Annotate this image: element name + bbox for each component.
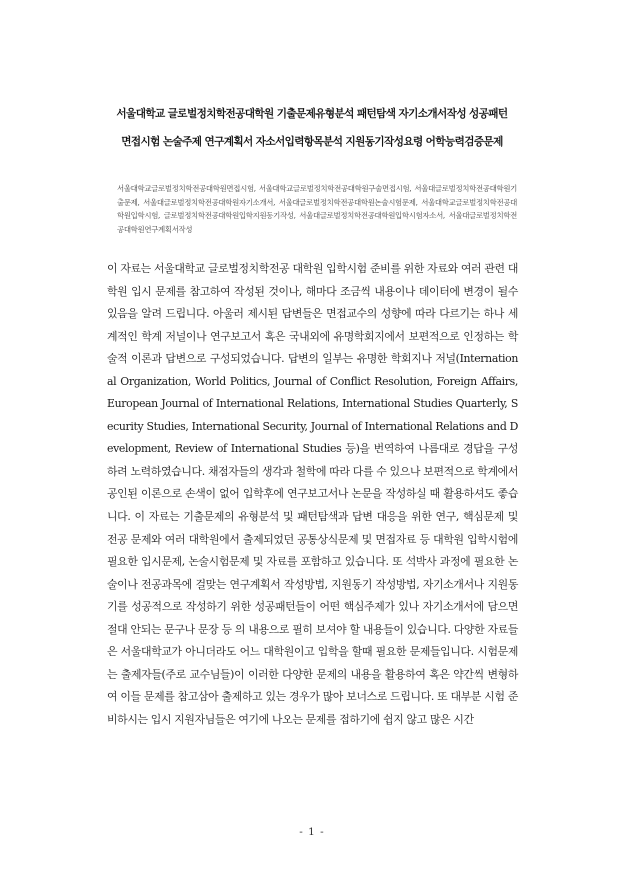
keyword-list: 서울대학교글로벌정치학전공대학원면접시험, 서울대학교글로벌정치학전공대학원구술면접시험, 서울대글로벌정치학전공대학원기출문제, 서울대글로벌정치학전공대학원자기소개서, 서울대글로벌정치학전공대학원논술시험문제, 서울대학교글로벌정치학전공대학원입학시험, 글로벌정치학전공대학원입학지원동기작성, 서울대글로벌정치학전공대학원입학시험자소서, 서울대글로벌정치학전공대학원연구계획서작성 <box>117 184 517 234</box>
title-line-1: 서울대학교 글로벌정치학전공대학원 기출문제유형분석 패턴탐색 자기소개서작성 성공패턴 <box>116 108 508 120</box>
title-line-2: 면접시험 논술주제 연구계획서 자소서입력항목분석 지원동기작성요령 어학능력검증문제 <box>121 136 503 148</box>
page-number: - 1 - <box>299 826 325 838</box>
document-title <box>90 100 534 156</box>
body-paragraph: 이 자료는 서울대학교 글로벌정치학전공 대학원 입학시험 준비를 위한 자료와 여러 관련 대학원 입시 문제를 참고하여 작성된 것이나, 해마다 조금씩 내용이나 데이터에 변경이 될수 있음을 알려 드립니다. 아울러 제시된 답변들은 면접교수의 성향에 따라 다르기는 하나 세계적인 학계 저널이나 연구보고서 혹은 국내외에 유명학회지에서 보편적으로 인정하는 학술적 이론과 답변으로 구성되었습니다. 답변의 일부는 유명한 학회지나 저널(International Organization, World Politics, Journal of Conflict Resolution, Foreign Affairs, European Journal of International Relations, International Studies Quarterly, Security Studies, International Security, Journal of International Relations and Development, Review of International Studies 등)을 번역하여 나름대로 경답을 구성하려 노력하였습니다. 채점자들의 생각과 철학에 따라 다를 수 있으나 보편적으로 학계에서 공인된 이론으로 손색이 없어 입학후에 연구보고서나 논문을 작성하실 때 활용하셔도 좋습니다. 이 자료는 기출문제의 유형분석 및 패턴탐색과 답변 대응을 위한 연구, 핵심문제 및 전공 문제와 여러 대학원에서 출제되었던 공통상식문제 및 면접자료 등 대학원 입학시험에 필요한 입시문제, 논술시험문제 및 자료를 포함하고 있습니다. 또 석박사 과정에 필요한 논술이나 전공과목에 걸맞는 연구계획서 작성방법, 지원동기 작성방법, 자기소개서나 지원동기를 성공적으로 작성하기 위한 성공패턴들이 어떤 핵심주제가 있나 자기소개서에 담으면 절대 안되는 문구나 문장 등 의 내용으로 필히 보셔야 할 내용들이 있습니다. 다양한 자료들은 서울대학교가 아니더라도 어느 대학원이고 입학을 할때 필요한 문제들입니다. 시험문제는 출제자들(주로 교수님들)이 이러한 다양한 문제의 내용을 활용하여 혹은 약간씩 변형하여 이들 문제를 참고삼아 출제하고 있는 경우가 많아 보너스로 드립니다. 또 대부분 시험 준비하시는 입시 지원자님들은 여기에 나오는 문제를 접하기에 쉽지 않고 많은 시간 <box>107 262 518 726</box>
